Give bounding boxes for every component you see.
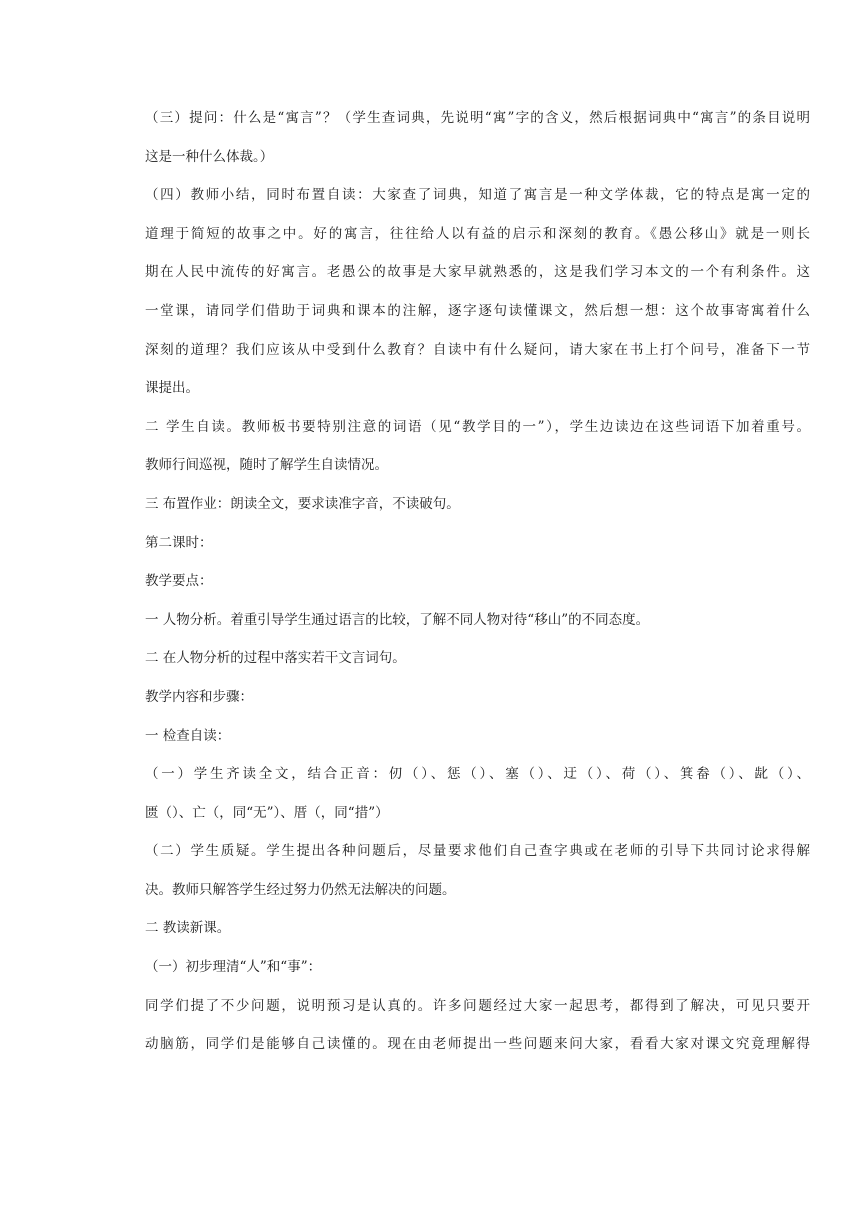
text-line: 第二课时： [145, 534, 213, 551]
text-line: 课提出。 [145, 380, 199, 397]
text-line: 这是一种什么体裁。） [145, 148, 274, 165]
text-line: 二 在人物分析的过程中落实若干文言词句。 [145, 650, 406, 667]
text-line: 二 学生自读。教师板书要特别注意的词语（见“教学目的一”），学生边读边在这些词语下加着重号。 [145, 418, 810, 435]
text-line: 期在人民中流传的好寓言。老愚公的故事是大家早就熟悉的，这是我们学习本文的一个有利条件。这 [145, 264, 810, 281]
text-line: 一 检查自读： [145, 727, 231, 744]
text-line: 同学们提了不少问题，说明预习是认真的。许多问题经过大家一起思考，都得到了解决，可见只要开 [145, 997, 810, 1014]
text-line: （二）学生质疑。学生提出各种问题后，尽量要求他们自己查字典或在老师的引导下共同讨论求得解 [145, 843, 810, 860]
text-line: （一）初步理清“人”和“事”： [145, 959, 322, 976]
text-line: （一）学生齐读全文，结合正音：仞（）、惩（）、塞（）、迂（）、荷（）、箕畚（）、龀（）、 [145, 766, 810, 783]
text-line: 二 教读新课。 [145, 920, 231, 937]
text-line: 教师行间巡视，随时了解学生自读情况。 [145, 457, 388, 474]
text-line: 匮（）、亡（，同“无”）、厝（，同“措”） [145, 804, 389, 821]
text-line: 教学要点： [145, 573, 213, 590]
text-line: （四）教师小结，同时布置自读：大家查了词典，知道了寓言是一种文学体裁，它的特点是寓一定的 [145, 187, 810, 204]
text-line: 动脑筋，同学们是能够自己读懂的。现在由老师提出一些问题来问大家，看看大家对课文究竟理解得 [145, 1036, 810, 1053]
text-line: 教学内容和步骤： [145, 688, 253, 705]
text-line: 决。教师只解答学生经过努力仍然无法解决的问题。 [145, 881, 456, 898]
text-line: 三 布置作业：朗读全文，要求读准字音，不读破句。 [145, 495, 460, 512]
text-line: 道理于简短的故事之中。好的寓言，往往给人以有益的启示和深刻的教育。《愚公移山》就是一则长 [145, 225, 810, 242]
body-text [145, 99, 810, 1064]
text-line: 深刻的道理？我们应该从中受到什么教育？自读中有什么疑问，请大家在书上打个问号，准备下一节 [145, 341, 810, 358]
text-line: （三）提问：什么是“寓言”？（学生查词典，先说明“寓”字的含义，然后根据词典中“寓言”的条目说明 [145, 110, 810, 126]
text-line: 一 人物分析。着重引导学生通过语言的比较，了解不同人物对待“移山”的不同态度。 [145, 611, 650, 628]
text-line: 一堂课，请同学们借助于词典和课本的注解，逐字逐句读懂课文，然后想一想：这个故事寄寓着什么 [145, 302, 810, 319]
